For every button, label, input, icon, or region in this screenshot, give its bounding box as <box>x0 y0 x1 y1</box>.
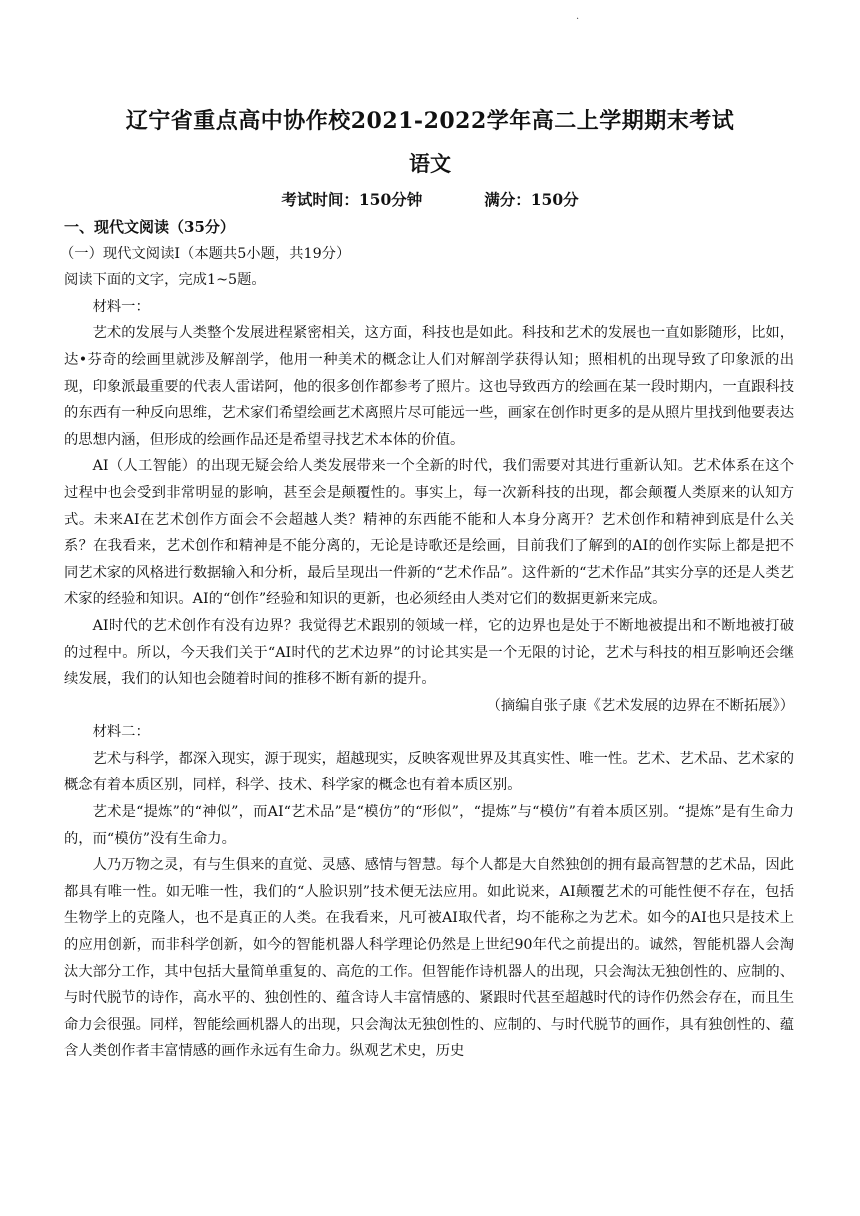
exam-info <box>0 188 860 210</box>
exam-time: 考试时间：150分钟 <box>281 190 423 209</box>
paragraph: 人乃万物之灵，有与生俱来的直觉、灵感、感情与智慧。每个人都是大自然独创的拥有最高智慧的艺术品，因此都具有唯一性。如无唯一性，我们的“人脸识别”技术便无法应用。如此说来，AI颠覆艺术的可能性便不存在，包括生物学上的克隆人，也不是真正的人类。在我看来，凡可被AI取代者，均不能称之为艺术。如今的AI也只是技术上的应用创新，而非科学创新，如今的智能机器人科学理论仍然是上世纪90年代之前提出的。诚然，智能机器人会淘汰大部分工作，其中包括大量简单重复的、高危的工作。但智能作诗机器人的出现，只会淘汰无独创性的、应制的、与时代脱节的诗作，高水平的、独创性的、蕴含诗人丰富情感的、紧跟时代甚至超越时代的诗作仍然会存在，而且生命力会很强。同样，智能绘画机器人的出现，只会淘汰无独创性的、应制的、与时代脱节的画作，具有独创性的、蕴含人类创作者丰富情感的画作永远有生命力。纵观艺术史，历史 <box>64 857 794 1060</box>
paragraph: AI时代的艺术创作有没有边界？我觉得艺术跟别的领域一样，它的边界也是处于不断地被提出和不断地被打破的过程中。所以，今天我们关于“AI时代的艺术边界”的讨论其实是一个无限的讨论，艺术与科技的相互影响还会继续发展，我们的认知也会随着时间的推移不断有新的提升。 <box>64 617 794 688</box>
document-title: 辽宁省重点高中协作校2021-2022学年高二上学期期末考试 <box>125 108 735 134</box>
part-heading: （一）现代文阅读Ⅰ（本题共5小题，共19分） <box>60 245 351 262</box>
paragraph: AI（人工智能）的出现无疑会给人类发展带来一个全新的时代，我们需要对其进行重新认知。艺术体系在这个过程中也会受到非常明显的影响，甚至会是颠覆性的。事实上，每一次新科技的出现，都会颠覆人类原来的认知方式。未来AI在艺术创作方面会不会超越人类？精神的东西能不能和人本身分离开？艺术创作和精神到底是什么关系？在我看来，艺术创作和精神是不能分离的，无论是诗歌还是绘画，目前我们了解到的AI的创作实际上都是把不同艺术家的风格进行数据输入和分析，最后呈现出一件新的“艺术作品”。这件新的“艺术作品”其实分享的还是人类艺术家的经验和知识。AI的“创作”经验和知识的更新，也必须经由人类对它们的数据更新来完成。 <box>64 458 794 608</box>
paragraph: 艺术是“提炼”的“神似”，而AI“艺术品”是“模仿”的“形似”，“提炼”与“模仿”有着本质区别。“提炼”是有生命力的，而“模仿”没有生命力。 <box>64 804 794 847</box>
paragraph: 艺术与科学，都深入现实，源于现实，超越现实，反映客观世界及其真实性、唯一性。艺术、艺术品、艺术家的概念有着本质区别，同样，科学、技术、科学家的概念也有着本质区别。 <box>64 750 794 794</box>
top-mark: · <box>576 14 580 25</box>
subject-title: 语文 <box>409 151 451 176</box>
section-heading: 一、现代文阅读（35分） <box>64 218 235 236</box>
material-label: 材料二： <box>92 724 150 741</box>
paragraph: 艺术的发展与人类整个发展进程紧密相关，这方面，科技也是如此。科技和艺术的发展也一直如影随形，比如，达•芬奇的绘画里就涉及解剖学，他用一种美术的概念让人们对解剖学获得认知；照相机的出现导致了印象派的出现，印象派最重要的代表人雷诺阿，他的很多创作都参考了照片。这也导致西方的绘画在某一段时期内，一直跟科技的东西有一种反向思维，艺术家们希望绘画艺术离照片尽可能远一些，画家在创作时更多的是从照片里找到他要表达的思想内涵，但形成的绘画作品还是希望寻找艺术本体的价值。 <box>64 325 794 448</box>
instruction-text: 阅读下面的文字，完成1~5题。 <box>64 272 266 289</box>
source-citation: （摘编自张子康《艺术发展的边界在不断拓展》） <box>486 697 794 714</box>
material-label: 材料一： <box>92 298 150 315</box>
document-body <box>60 214 794 1065</box>
full-score: 满分：150分 <box>484 190 579 209</box>
